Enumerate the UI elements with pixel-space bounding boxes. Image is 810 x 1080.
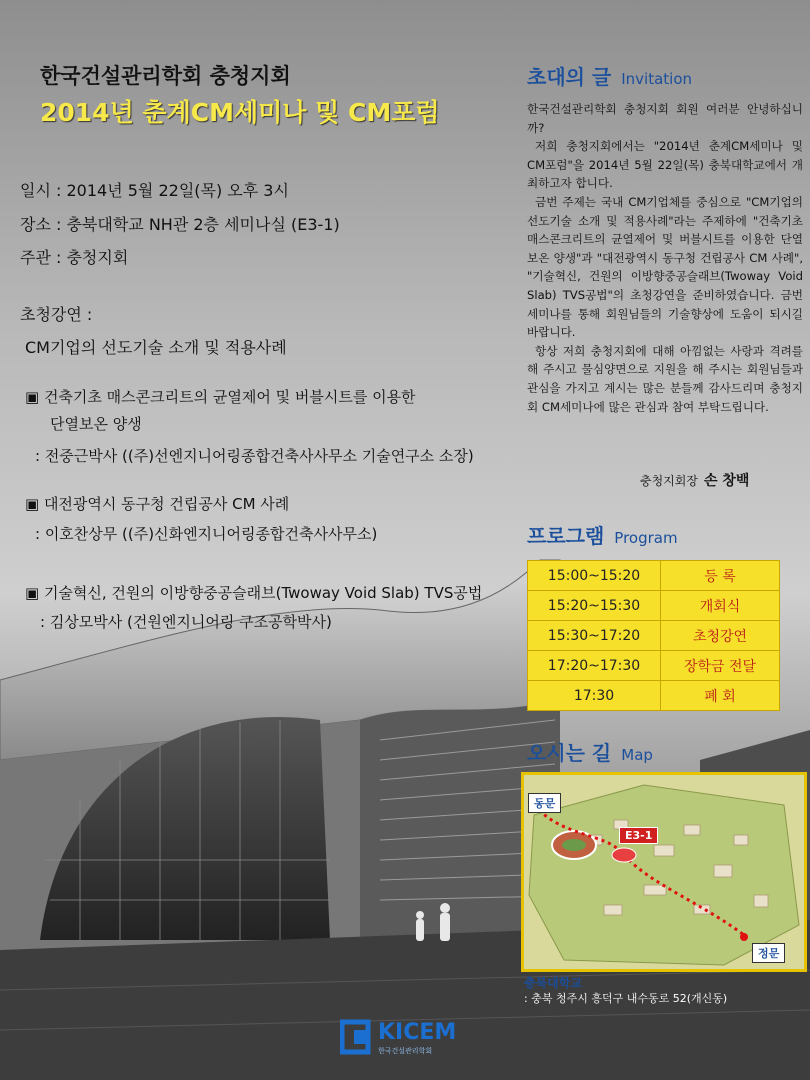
program-time: 17:30 <box>528 681 661 711</box>
invitation-paragraph: 저희 충청지회에서는 "2014년 춘계CM세미나 및 CM포럼"을 2014년 5월 22일(목) 충북대학교에서 개최하고자 합니다. <box>527 139 803 191</box>
program-table <box>527 560 780 711</box>
program-subtitle: Program <box>614 529 678 547</box>
program-time: 15:30~17:20 <box>528 621 661 651</box>
kicem-logo <box>340 1018 470 1062</box>
university-name: 충북대학교 <box>524 976 582 990</box>
program-event: 개회식 <box>661 591 780 621</box>
program-time: 17:20~17:30 <box>528 651 661 681</box>
event-venue: 장소 : 충북대학교 NH관 2층 세미나실 (E3-1) <box>20 215 340 234</box>
table-row <box>528 591 780 621</box>
campus-map[interactable] <box>521 772 807 972</box>
east-gate-label: 동문 <box>528 793 561 813</box>
university-address: : 충북 청주시 흥덕구 내수동로 52(개신동) <box>524 992 728 1005</box>
map-title: 오시는 길 <box>527 741 612 765</box>
kicem-logo-text: KICEM <box>378 1020 457 1045</box>
event-date: 일시 : 2014년 5월 22일(목) 오후 3시 <box>20 181 289 200</box>
lecture-3-speaker: : 김상모박사 (건원엔지니어링 구조공학박사) <box>40 613 332 631</box>
invitation-paragraph: 항상 저희 충청지회에 대해 아낌없는 사랑과 격려를 해 주시고 물심양면으로 지원을 해 주시는 회원님들과 관심을 가지고 계시는 많은 분들께 감사드리며 충청지회 CM세미나에 많은 관심과 참여 부탁드립니다. <box>527 343 803 414</box>
event-host: 주관 : 충청지회 <box>20 248 129 267</box>
program-event: 초청강연 <box>661 621 780 651</box>
program-event: 장학금 전달 <box>661 651 780 681</box>
lecture-2-speaker: : 이호찬상무 ((주)신화엔지니어링종합건축사사무소) <box>35 525 378 543</box>
building-e3-label: E3-1 <box>619 827 658 844</box>
lecture-1-speaker: : 전중근박사 ((주)선엔지니어링종합건축사사무소 기술연구소 소장) <box>35 447 474 465</box>
invitation-paragraph: 금번 주제는 국내 CM기업체를 중심으로 "CM기업의 선도기술 소개 및 적용사례"라는 주제하에 "건축기초 매스콘크리트의 균열제어 및 버블시트를 이용한 단열보온 양생"과 "대전광역시 동구청 건립공사 CM 사례", "기술혁신, 건원의 이방향중공슬래브(Twoway Void Slab) TVS공법"의 초청강연을 준비하였습니다. 금번 세미나를 통해 회원님들의 기술향상에 도움이 되시길 바랍니다. <box>527 194 803 340</box>
program-time: 15:00~15:20 <box>528 561 661 591</box>
lecture-theme: CM기업의 선도기술 소개 및 적용사례 <box>25 338 287 357</box>
invitation-paragraph: 한국건설관리학회 충청지회 회원 여러분 안녕하십니까? <box>527 102 803 135</box>
lecture-1-title-cont: 단열보온 양생 <box>50 415 142 433</box>
map-heading <box>527 737 653 766</box>
lecture-2-title: ▣ 대전광역시 동구청 건립공사 CM 사례 <box>25 495 290 513</box>
main-gate-label: 정문 <box>752 943 785 963</box>
kicem-logo-subtext: 한국건설관리학회 <box>378 1047 433 1055</box>
invitation-title: 초대의 글 <box>527 65 612 89</box>
invitation-subtitle: Invitation <box>621 70 693 88</box>
lecture-3-title: ▣ 기술혁신, 건원의 이방향중공슬래브(Twoway Void Slab) TVS공법 <box>25 584 483 602</box>
lecture-1-title: ▣ 건축기초 매스콘크리트의 균열제어 및 버블시트를 이용한 <box>25 388 416 406</box>
table-row <box>528 651 780 681</box>
invitation-heading <box>527 61 692 90</box>
program-title: 프로그램 <box>527 524 605 548</box>
signer-title: 충청지회장 <box>640 474 698 488</box>
invitation-signature <box>640 470 749 490</box>
map-subtitle: Map <box>621 746 653 764</box>
program-heading <box>527 520 678 549</box>
organization-name: 한국건설관리학회 충청지회 <box>40 64 291 88</box>
lecture-heading: 초청강연 : <box>20 305 93 324</box>
table-row <box>528 621 780 651</box>
program-time: 15:20~15:30 <box>528 591 661 621</box>
event-title: 2014년 춘계CM세미나 및 CM포럼 <box>40 98 440 127</box>
invitation-body <box>527 100 803 416</box>
signer-name: 손 창백 <box>703 473 750 489</box>
table-row <box>528 561 780 591</box>
table-row <box>528 681 780 711</box>
campus-map-drawing <box>524 775 804 969</box>
program-event: 등 록 <box>661 561 780 591</box>
program-event: 폐 회 <box>661 681 780 711</box>
kicem-logo-icon <box>340 1018 374 1058</box>
